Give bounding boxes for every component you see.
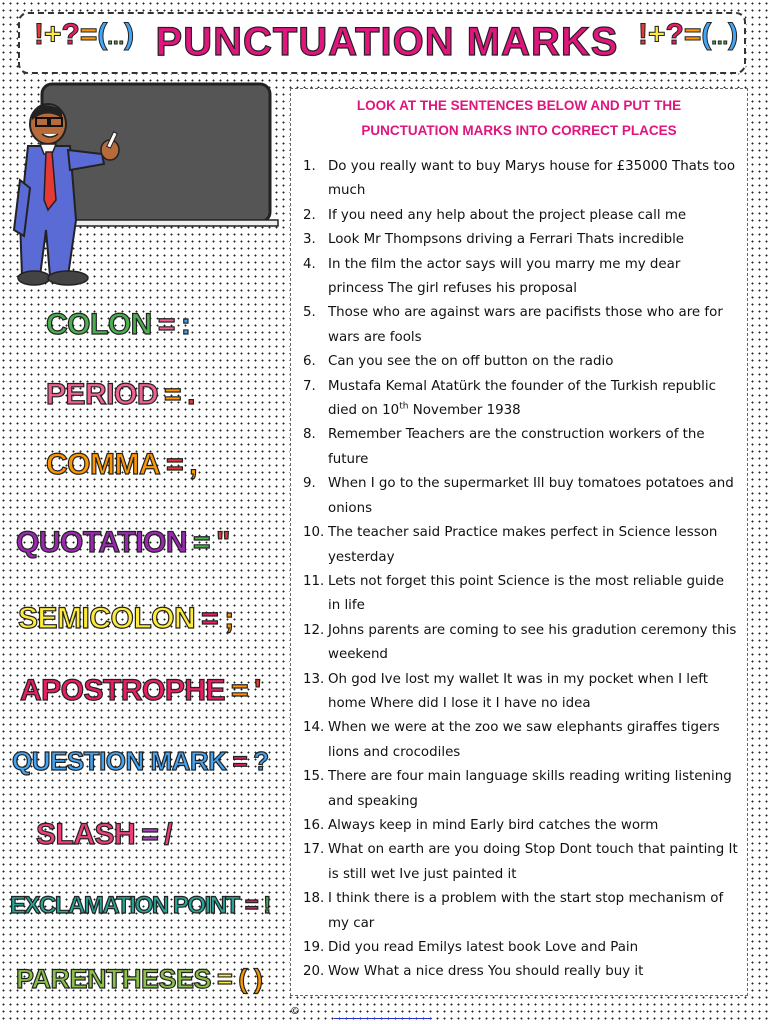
deco-char: =	[683, 18, 702, 51]
item-number: 5.	[303, 305, 316, 321]
deco-char: ?	[665, 18, 684, 51]
item-text: Oh god Ive lost my wallet It was in my pocket when I left home Where did I lose it I have no idea	[328, 671, 708, 711]
mark-period	[46, 378, 195, 412]
item-number: 4.	[303, 256, 316, 272]
equals-sign: =	[164, 378, 182, 411]
mark-slash	[36, 818, 172, 852]
item-text: Always keep in mind Early bird catches the worm	[328, 817, 659, 833]
item-text: What on earth are you doing Stop Dont touch that painting It is still wet Ive just painted it	[328, 842, 738, 882]
list-item	[303, 423, 739, 472]
list-item	[303, 887, 739, 936]
item-number: 10.	[303, 525, 325, 541]
punctuation-deco-right	[638, 18, 738, 52]
mark-name: SLASH	[36, 818, 136, 851]
list-item	[303, 716, 739, 765]
equals-sign: =	[157, 308, 175, 341]
item-text: When I go to the supermarket Ill buy tomatoes potatoes and onions	[328, 476, 734, 516]
item-text: Mustafa Kemal Atatürk the founder of the Turkish republic died on 10	[328, 378, 716, 419]
deco-char: ...	[107, 27, 125, 49]
list-item	[303, 936, 739, 960]
item-number: 15.	[303, 769, 325, 785]
item-text: I think there is a problem with the start stop mechanism of my car	[328, 891, 724, 931]
mark-symbol: /	[164, 818, 173, 851]
instruction-text: LOOK AT THE SENTENCES BELOW AND PUT THE PUNCTUATION MARKS INTO CORRECT PLACES	[356, 98, 682, 138]
list-item	[303, 155, 739, 204]
mark-symbol: ;	[224, 602, 234, 635]
mark-semicolon	[18, 602, 234, 636]
mark-parentheses	[16, 964, 262, 995]
item-number: 11.	[303, 573, 325, 589]
mark-comma	[46, 448, 197, 482]
item-text: Wow What a nice dress You should really buy it	[328, 964, 644, 980]
item-number: 19.	[303, 940, 325, 955]
mark-symbol: "	[216, 526, 230, 559]
deco-char: )	[728, 18, 739, 51]
item-number: 1.	[303, 159, 316, 174]
list-item	[303, 668, 739, 717]
item-text: If you need any help about the project please call me	[328, 207, 687, 223]
list-item	[303, 619, 739, 668]
list-item	[303, 960, 739, 984]
list-item	[303, 765, 739, 814]
deco-char: (	[701, 18, 712, 51]
list-item	[303, 350, 739, 374]
mark-name: PERIOD	[46, 378, 159, 411]
list-item	[303, 375, 739, 424]
item-text: Those who are against wars are pacifists those who are for wars are fools	[328, 305, 723, 345]
chalk-ledge	[44, 220, 278, 226]
item-text: There are four main language skills reading writing listening and speaking	[328, 769, 732, 809]
footer-link-underline[interactable]	[334, 1018, 432, 1019]
deco-char: +	[44, 18, 62, 51]
list-item	[303, 228, 739, 252]
item-number: 14.	[303, 720, 325, 736]
list-item	[303, 838, 739, 887]
title-banner	[18, 12, 746, 74]
list-item	[303, 301, 739, 350]
item-number: 6.	[303, 354, 316, 370]
item-number: 9.	[303, 476, 316, 492]
ordinal-suffix: th	[399, 401, 409, 412]
deco-char: ?	[61, 18, 80, 51]
item-number: 18.	[303, 891, 325, 907]
deco-char: +	[648, 18, 666, 51]
punctuation-deco-left	[34, 18, 134, 52]
sentence-list	[303, 155, 739, 985]
mark-name: APOSTROPHE	[20, 674, 226, 707]
page-title: PUNCTUATION MARKS	[155, 20, 619, 64]
list-item	[303, 521, 739, 570]
mark-name: COMMA	[46, 448, 161, 481]
mark-symbol: :	[180, 308, 191, 341]
list-item	[303, 253, 739, 302]
equals-sign: =	[166, 448, 184, 481]
mark-symbol: !	[263, 892, 270, 919]
mark-quotation	[16, 526, 230, 560]
list-item	[303, 472, 739, 521]
item-number: 3.	[303, 232, 316, 248]
deco-char: !	[638, 18, 648, 51]
equals-sign: =	[201, 602, 219, 635]
deco-char: ...	[711, 27, 729, 49]
mark-symbol: ,	[189, 448, 198, 481]
copyright-mark: ©	[290, 1006, 300, 1017]
list-item	[303, 204, 739, 228]
equals-sign: =	[193, 526, 211, 559]
mark-symbol: ( )	[238, 964, 263, 994]
equals-sign: =	[231, 674, 249, 707]
item-text: Look Mr Thompsons driving a Ferrari Thats incredible	[328, 232, 685, 248]
exercise-panel	[290, 88, 748, 996]
deco-char: !	[34, 18, 44, 51]
item-number: 17.	[303, 842, 325, 858]
item-text: The teacher said Practice makes perfect in Science lesson yesterday	[328, 525, 718, 565]
equals-sign: =	[232, 746, 248, 776]
item-number: 2.	[303, 207, 316, 223]
item-text: Did you read Emilys latest book Love and Pain	[328, 940, 639, 955]
mark-apostrophe	[20, 674, 261, 708]
item-text: Do you really want to buy Marys house for £35000 Thats too much	[328, 159, 736, 199]
equals-sign: =	[217, 964, 233, 994]
equals-sign: =	[244, 892, 258, 919]
mark-name: EXCLAMATION POINT	[10, 892, 239, 919]
equals-sign: =	[141, 818, 159, 851]
mark-colon	[46, 308, 190, 342]
item-text: When we were at the zoo we saw elephants giraffes tigers lions and crocodiles	[328, 720, 720, 760]
mark-exclamation	[10, 892, 270, 920]
item-number: 20.	[303, 964, 325, 980]
item-text: Remember Teachers are the construction workers of the future	[328, 427, 705, 467]
mark-name: PARENTHESES	[16, 964, 212, 994]
mark-name: QUOTATION	[16, 526, 188, 559]
item-text: Johns parents are coming to see his gradution ceremony this weekend	[328, 622, 737, 663]
item-number: 8.	[303, 427, 316, 443]
item-text: Lets not forget this point Science is the most reliable guide in life	[328, 573, 724, 614]
teacher-illustration	[10, 80, 282, 292]
item-number: 7.	[303, 378, 316, 394]
item-text-wrapper	[328, 375, 739, 424]
mark-name: SEMICOLON	[18, 602, 196, 635]
mark-symbol: '	[254, 674, 261, 707]
item-text: In the film the actor says will you marry me my dear princess The girl refuses his proposal	[328, 256, 681, 297]
item-text-end: November 1938	[408, 403, 521, 419]
deco-char: (	[97, 18, 108, 51]
list-item	[303, 570, 739, 619]
mark-name: COLON	[46, 308, 152, 341]
mark-question	[12, 746, 269, 777]
item-number: 13.	[303, 671, 325, 687]
item-number: 16.	[303, 817, 325, 833]
deco-char: )	[124, 18, 135, 51]
deco-char: =	[79, 18, 98, 51]
list-item	[303, 814, 739, 838]
item-text: Can you see the on off button on the radio	[328, 354, 614, 370]
mark-symbol: .	[187, 378, 195, 411]
mark-name: QUESTION MARK	[12, 746, 227, 776]
mark-symbol: ?	[253, 746, 269, 776]
item-number: 12.	[303, 622, 325, 638]
